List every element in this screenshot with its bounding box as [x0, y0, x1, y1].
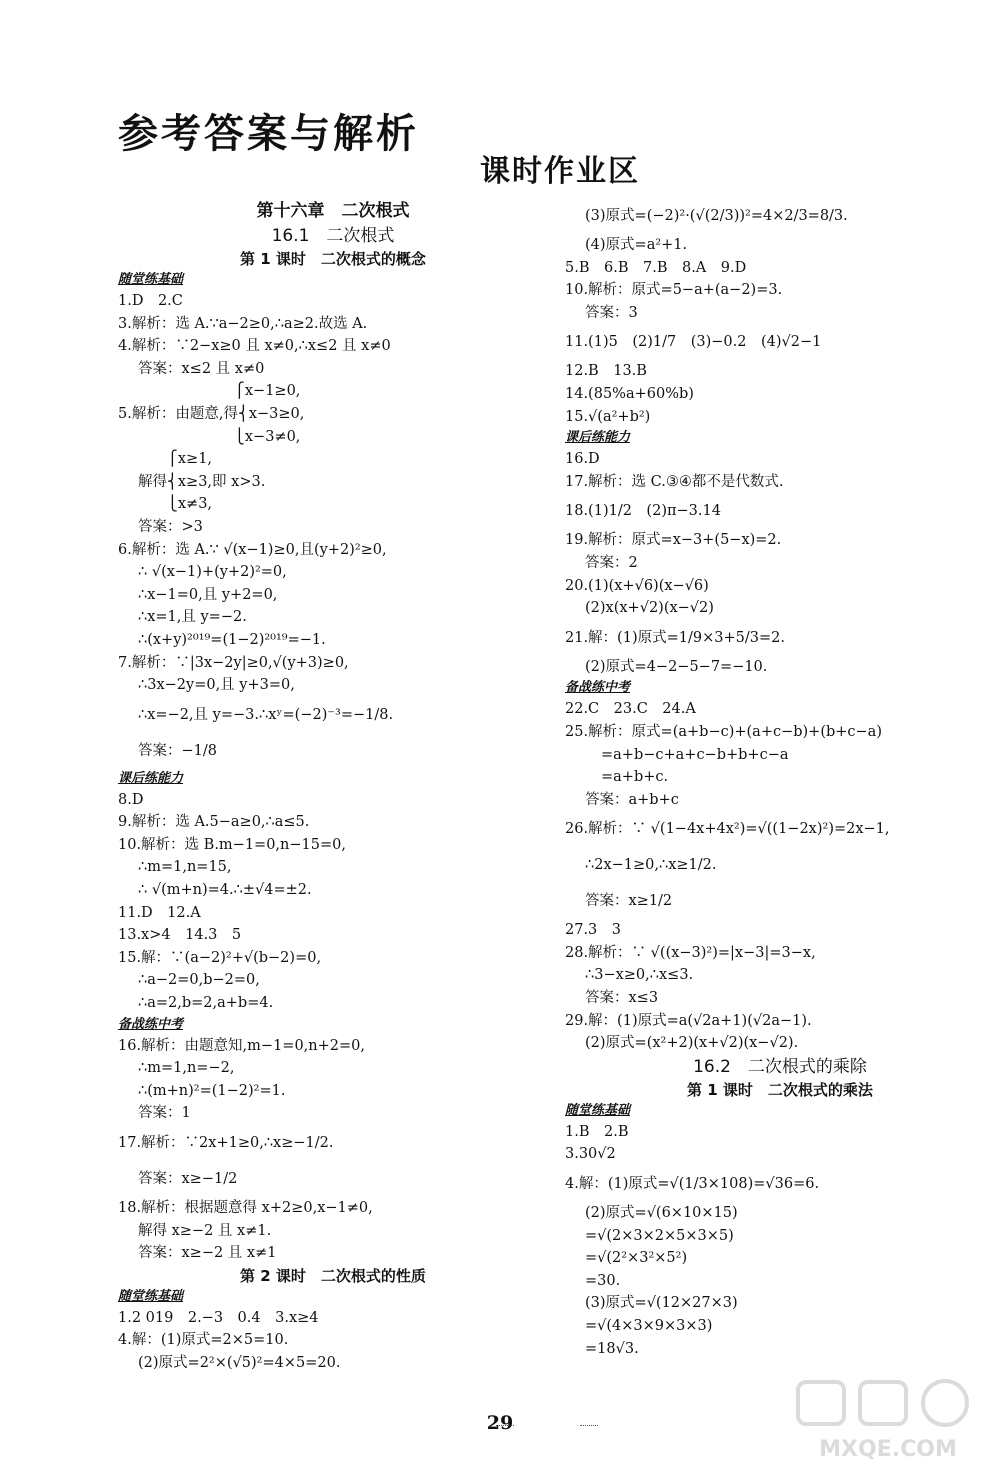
- practice-tag: 随堂练基础: [565, 1102, 631, 1118]
- left-answer-line: ∴x=−2,且 y=−3.∴xʸ=(−2)⁻³=−1/8.: [138, 706, 394, 723]
- watermark-text: MXQE.COM: [819, 1437, 957, 1462]
- right-answer-line: 19.解析：原式=x−3+(5−x)=2.: [565, 532, 782, 549]
- right-answer-line: ∴3−x≥0,∴x≤3.: [585, 967, 694, 984]
- right-answer-line: 22.C 23.C 24.A: [565, 701, 696, 718]
- right-answer-line: (2)原式=(x²+2)(x+√2)(x−√2).: [585, 1035, 799, 1052]
- right-answer-line: 16.D: [565, 451, 600, 468]
- left-answer-line: 18.解析：根据题意得 x+2≥0,x−1≠0,: [118, 1200, 373, 1216]
- right-answer-line: 20.(1)(x+√6)(x−√6): [565, 577, 709, 594]
- right-answer-line: =√(4×3×9×3×3): [585, 1318, 713, 1334]
- practice-tag: 备战练中考: [118, 1016, 184, 1032]
- left-answer-line: 答案：1: [138, 1105, 191, 1122]
- right-answer-line: (3)原式=(−2)²·(√(2/3))²=4×2/3=8/3.: [585, 208, 848, 224]
- left-answer-line: 4.解：(1)原式=2×5=10.: [118, 1332, 289, 1349]
- left-answer-line: 16.解析：由题意知,m−1=0,n+2=0,: [118, 1037, 365, 1054]
- right-answer-line: 11.(1)5 (2)1/7 (3)−0.2 (4)√2−1: [565, 334, 822, 351]
- right-answer-line: 答案：2: [585, 554, 638, 571]
- left-answer-line: ∴a−2=0,b−2=0,: [138, 972, 260, 989]
- left-answer-line: 17.解析：∵2x+1≥0,∴x≥−1/2.: [118, 1135, 334, 1151]
- left-answer-line: ∴a=2,b=2,a+b=4.: [138, 995, 274, 1012]
- right-answer-line: 10.解析：原式=5−a+(a−2)=3.: [565, 282, 783, 299]
- answer-column-left: [118, 198, 548, 1375]
- right-answer-line: (4)原式=a²+1.: [585, 237, 688, 253]
- right-answer-line: =a+b−c+a+c−b+b+c−a: [601, 746, 789, 763]
- right-answer-line: 27.3 3: [565, 922, 622, 939]
- watermark-logo: [788, 1376, 988, 1466]
- left-answer-line: ∴x−1=0,且 y+2=0,: [138, 586, 278, 603]
- page-number-ornament-right: [580, 1425, 598, 1426]
- left-answer-line: 3.解析：选 A.∵a−2≥0,∴a≥2.故选 A.: [118, 315, 368, 332]
- right-answer-line: 1.B 2.B: [565, 1123, 629, 1140]
- left-answer-line: 解得 x≥−2 且 x≠1.: [138, 1222, 272, 1239]
- left-answer-line: 8.D: [118, 791, 144, 808]
- practice-tag: 随堂练基础: [118, 272, 184, 287]
- left-answer-line: ∴ √(m+n)=4.∴±√4=±2.: [138, 882, 312, 899]
- right-answer-line: 28.解析：∵ √((x−3)²)=|x−3|=3−x,: [565, 944, 816, 961]
- left-answer-line: ⎧x≥1,: [138, 451, 213, 468]
- left-answer-line: 答案：>3: [138, 518, 203, 535]
- page-subtitle: 课时作业区: [480, 154, 640, 189]
- left-answer-line: 答案：x≥−1/2: [138, 1171, 238, 1187]
- right-answer-line: 答案：x≤3: [585, 990, 659, 1007]
- right-answer-line: 26.解析：∵ √(1−4x+4x²)=√((1−2x)²)=2x−1,: [565, 821, 890, 838]
- right-answer-line: =30.: [585, 1272, 621, 1289]
- chapter-heading: 第十六章 二次根式: [256, 201, 410, 221]
- practice-tag: 课后练能力: [118, 770, 184, 786]
- right-answer-line: 5.B 6.B 7.B 8.A 9.D: [565, 259, 747, 276]
- right-answer-line: 29.解：(1)原式=a(√2a+1)(√2a−1).: [565, 1012, 812, 1029]
- right-answer-line: 18.(1)1/2 (2)π−3.14: [565, 503, 721, 520]
- left-answer-line: ⎩x≠3,: [138, 496, 213, 513]
- left-answer-line: 4.解析：∵2−x≥0 且 x≠0,∴x≤2 且 x≠0: [118, 338, 391, 355]
- right-answer-line: =a+b+c.: [601, 769, 669, 786]
- left-answer-line: 6.解析：选 A.∵ √(x−1)≥0,且(y+2)²≥0,: [118, 541, 387, 558]
- left-answer-line: ∴(x+y)²⁰¹⁹=(1−2)²⁰¹⁹=−1.: [138, 631, 326, 648]
- left-answer-line: 13.x>4 14.3 5: [118, 927, 242, 944]
- right-answer-line: 15.√(a²+b²): [565, 408, 651, 425]
- left-answer-line: 1.2 019 2.−3 0.4 3.x≥4: [118, 1309, 319, 1326]
- left-answer-line: ⎩x−3≠0,: [118, 428, 301, 445]
- right-answer-line: =√(2×3×2×5×3×5): [585, 1227, 734, 1244]
- right-answer-line: 答案：x≥1/2: [585, 893, 673, 910]
- right-answer-line: =18√3.: [585, 1340, 639, 1357]
- left-answer-line: (2)原式=2²×(√5)²=4×5=20.: [138, 1354, 341, 1371]
- left-answer-line: 1.D 2.C: [118, 293, 183, 309]
- right-answer-line: 3.30√2: [565, 1146, 616, 1163]
- left-answer-line: ∴m=1,n=15,: [138, 859, 232, 876]
- right-answer-line: 17.解析：选 C.③④都不是代数式.: [565, 473, 784, 490]
- lesson-heading: 第 2 课时 二次根式的性质: [240, 1266, 426, 1285]
- right-answer-line: 12.B 13.B: [565, 363, 647, 380]
- right-answer-line: =√(2²×3²×5²): [585, 1250, 688, 1267]
- left-answer-line: 10.解析：选 B.m−1=0,n−15=0,: [118, 836, 346, 853]
- left-answer-line: 15.解：∵(a−2)²+√(b−2)=0,: [118, 949, 322, 966]
- lesson-heading: 第 1 课时 二次根式的乘法: [687, 1080, 873, 1099]
- page-title: 参考答案与解析: [118, 111, 419, 157]
- practice-tag: 课后练能力: [565, 430, 631, 446]
- left-answer-line: 答案：x≥−2 且 x≠1: [138, 1245, 277, 1262]
- right-answer-line: ∴2x−1≥0,∴x≥1/2.: [585, 857, 717, 874]
- practice-tag: 备战练中考: [565, 680, 631, 696]
- left-answer-line: 5.解析：由题意,得⎨x−3≥0,: [118, 405, 305, 422]
- right-answer-line: 21.解：(1)原式=1/9×3+5/3=2.: [565, 629, 785, 646]
- right-answer-line: (3)原式=√(12×27×3): [585, 1295, 738, 1312]
- right-answer-line: 4.解：(1)原式=√(1/3×108)=√36=6.: [565, 1176, 820, 1193]
- practice-tag: 随堂练基础: [118, 1288, 184, 1304]
- right-answer-line: (2)x(x+√2)(x−√2): [585, 600, 714, 617]
- left-answer-line: 9.解析：选 A.5−a≥0,∴a≤5.: [118, 814, 310, 831]
- right-answer-line: 25.解析：原式=(a+b−c)+(a+c−b)+(b+c−a): [565, 723, 882, 740]
- left-answer-line: ∴3x−2y=0,且 y+3=0,: [138, 677, 295, 694]
- left-answer-line: 7.解析：∵|3x−2y|≥0,√(y+3)≥0,: [118, 654, 349, 671]
- right-answer-line: (2)原式=√(6×10×15): [585, 1205, 738, 1222]
- right-answer-line: (2)原式=4−2−5−7=−10.: [585, 658, 768, 675]
- left-answer-line: ∴m=1,n=−2,: [138, 1060, 235, 1077]
- lesson-heading: 第 1 课时 二次根式的概念: [240, 250, 426, 268]
- left-answer-line: 答案：x≤2 且 x≠0: [138, 360, 265, 377]
- left-answer-line: 答案：−1/8: [138, 742, 217, 759]
- section-heading: 16.2 二次根式的乘除: [693, 1056, 867, 1077]
- section-heading: 16.1 二次根式: [271, 226, 395, 246]
- left-answer-line: ∴x=1,且 y=−2.: [138, 609, 247, 626]
- left-answer-line: ∴ √(x−1)+(y+2)²=0,: [138, 564, 287, 581]
- right-answer-line: 答案：a+b+c: [585, 791, 679, 808]
- page-number: 29: [486, 1412, 514, 1434]
- left-answer-line: ∴(m+n)²=(1−2)²=1.: [138, 1082, 286, 1099]
- left-answer-line: 11.D 12.A: [118, 904, 201, 921]
- answer-column-right: [565, 198, 995, 1360]
- right-answer-line: 14.(85%a+60%b): [565, 385, 694, 402]
- right-answer-line: 答案：3: [585, 304, 638, 321]
- left-answer-line: ⎧x−1≥0,: [118, 383, 301, 400]
- left-answer-line: 解得⎨x≥3,即 x>3.: [138, 473, 266, 490]
